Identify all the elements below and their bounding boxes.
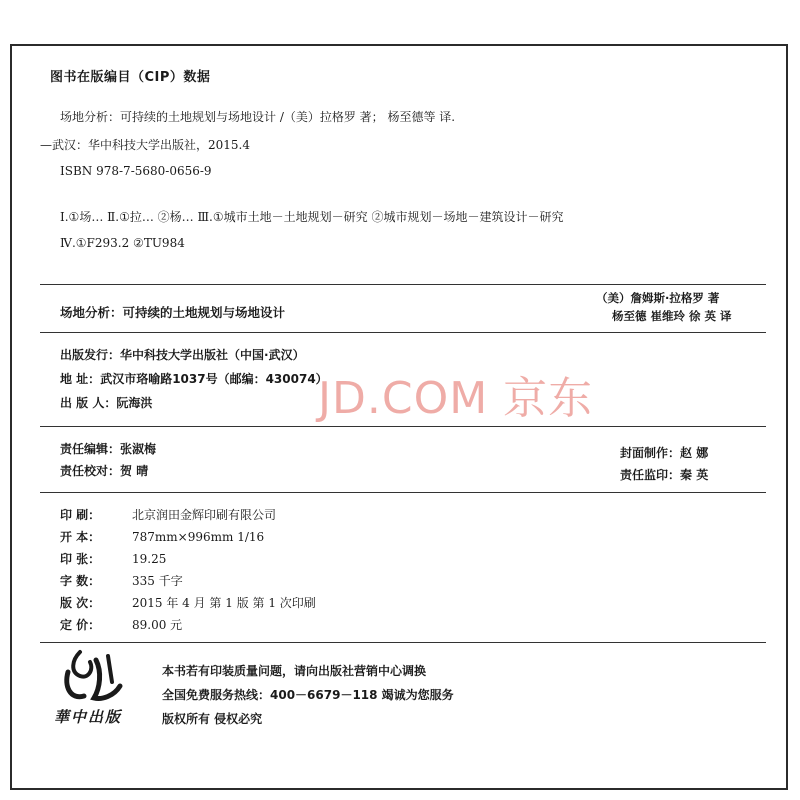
proofreader-row [60, 462, 148, 479]
book-translator-line: 杨至德 崔维玲 徐 英 译 [612, 309, 732, 323]
publisher-issuer-value: 华中科技大学出版社（中国·武汉） [120, 348, 305, 362]
divider [40, 284, 766, 285]
print-row-format [60, 528, 264, 545]
print-value: 北京润田金辉印刷有限公司 [132, 508, 277, 522]
print-row-edition [60, 594, 316, 611]
publisher-logo-text: 華中出版 [54, 708, 123, 726]
cip-line-1: 场地分析：可持续的土地规划与场地设计 /（美）拉格罗 著； 杨至德等 译. [60, 110, 456, 124]
cip-classification-2: Ⅳ.①F293.2 ②TU984 [60, 236, 185, 250]
divider [40, 332, 766, 333]
print-supervisor-label: 责任监印： [620, 468, 681, 482]
editor-value: 张淑梅 [120, 442, 157, 456]
print-label: 定 价： [60, 618, 101, 632]
publisher-address [60, 370, 328, 387]
publisher-issuer-label: 出版发行： [60, 348, 121, 362]
print-supervisor-row [620, 466, 708, 483]
publisher-person-value: 阮海洪 [116, 396, 153, 410]
print-row-printer [60, 506, 276, 523]
publisher-address-value: 武汉市珞喻路1037号（邮编：430074） [100, 372, 328, 386]
proofreader-label: 责任校对： [60, 464, 121, 478]
print-value: 89.00 元 [132, 618, 183, 632]
print-row-sheets [60, 550, 166, 567]
book-title: 场地分析：可持续的土地规划与场地设计 [60, 305, 286, 320]
publisher-person-label: 出 版 人： [60, 396, 117, 410]
print-label: 字 数： [60, 574, 101, 588]
cip-line-2: —武汉：华中科技大学出版社，2015.4 [40, 138, 250, 152]
divider [40, 642, 766, 643]
cover-design-row [620, 444, 708, 461]
editor-label: 责任编辑： [60, 442, 121, 456]
publisher-issuer [60, 346, 305, 363]
footer-notice-1: 本书若有印装质量问题，请向出版社营销中心调换 [162, 664, 427, 678]
print-label: 版 次： [60, 596, 101, 610]
editor-row [60, 440, 156, 457]
print-value: 19.25 [132, 552, 167, 566]
print-value: 335 千字 [132, 574, 183, 588]
cip-isbn: ISBN 978-7-5680-0656-9 [60, 164, 212, 178]
footer-notice-3: 版权所有 侵权必究 [162, 712, 263, 726]
proofreader-value: 贺 晴 [120, 464, 149, 478]
divider [40, 426, 766, 427]
cover-design-label: 封面制作： [620, 446, 681, 460]
book-author-line: （美）詹姆斯·拉格罗 著 [596, 291, 720, 305]
footer-notice-2: 全国免费服务热线：400－6679－118 竭诚为您服务 [162, 688, 454, 702]
print-label: 印 刷： [60, 508, 101, 522]
print-value: 2015 年 4 月 第 1 版 第 1 次印刷 [132, 596, 316, 610]
print-row-price [60, 616, 182, 633]
jd-watermark: JD.COM 京东 [318, 373, 594, 424]
cover-design-value: 赵 娜 [680, 446, 709, 460]
publisher-person [60, 394, 152, 411]
print-label: 印 张： [60, 552, 101, 566]
print-label: 开 本： [60, 530, 101, 544]
cip-title: 图书在版编目（CIP）数据 [50, 70, 211, 85]
cip-classification-1: Ⅰ.①场… Ⅱ.①拉… ②杨… Ⅲ.①城市土地－土地规划－研究 ②城市规划－场地－建筑设计－研究 [60, 210, 564, 224]
print-value: 787mm×996mm 1/16 [132, 530, 265, 544]
print-supervisor-value: 秦 英 [680, 468, 709, 482]
divider [40, 492, 766, 493]
print-row-wordcount [60, 572, 183, 589]
publisher-address-label: 地 址： [60, 372, 101, 386]
